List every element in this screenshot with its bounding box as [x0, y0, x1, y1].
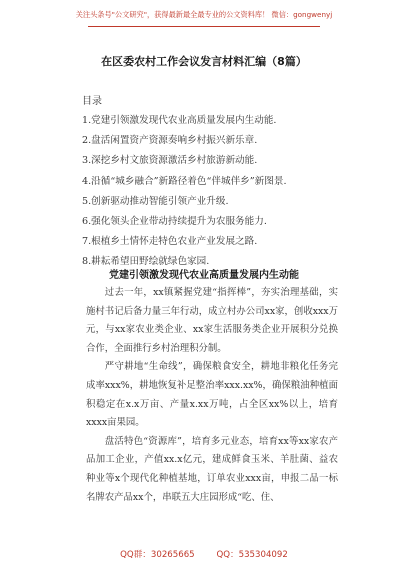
document-title: 在区委农村工作会议发言材料汇编（8篇） — [101, 55, 307, 68]
toc-item: 5.创新驱动推动智能引领产业升级. — [82, 195, 229, 207]
body-paragraph: 盘活特色“资源库”，培育多元业态，培育xx等xx家农产品加工企业，产值xx.x亿元，建成鲜食玉米、羊肚菌、益农种业等x个现代化种植基地，订单农业xxx亩，申报二品一标名牌农产品xx个，串联五大庄园形成“吃、住、 — [86, 435, 338, 503]
toc-item: 4.沿循“城乡融合”新路径着色“伴城伴乡”新图景. — [82, 175, 287, 187]
section-body — [86, 284, 338, 507]
toc-item: 8.耕耘希望田野绘就绿色家园. — [82, 256, 210, 268]
toc-item: 7.根植乡土情怀走特色农业产业发展之路. — [82, 236, 258, 248]
body-paragraph: 过去一年，xx镇紧握党建“指挥棒”，夯实治理基础，实施村书记后备力量三年行动，成立村办公司xx家，创收xxx万元，与xx家农业类企业、xx家生活服务类企业开展积分兑换合作，全面推行乡村治理积分制。 — [86, 287, 338, 354]
section-title: 党建引领激发现代农业高质量发展内生动能 — [109, 270, 299, 281]
toc-item: 1.党建引领激发现代农业高质量发展内生动能. — [82, 115, 277, 126]
table-of-contents — [82, 111, 342, 273]
toc-item: 2.盘活闲置资产资源奏响乡村振兴新乐章. — [82, 135, 258, 147]
toc-item: 3.深挖乡村文旅资源激活乡村旅游新动能. — [82, 155, 258, 167]
header-divider — [88, 26, 320, 27]
toc-item: 6.强化领头企业带动持续提升为农服务能力. — [82, 215, 267, 227]
toc-heading: 目录 — [82, 96, 102, 107]
body-paragraph: 严守耕地“生命线”，确保粮食安全，耕地非粮化任务完成率xxx%，耕地恢复补足整治率xxx.xx%，确保粮油种植面积稳定在x.x万亩、产量x.xx万吨，占全区xx%以上，培育xxxx亩果园。 — [86, 361, 338, 429]
header-note: 关注头条号"公文研究"，获得最新最全最专业的公文资料库！ 微信：gongwenyj — [75, 10, 333, 19]
footer-contact: QQ群：30265665 QQ：535304092 — [120, 550, 288, 560]
